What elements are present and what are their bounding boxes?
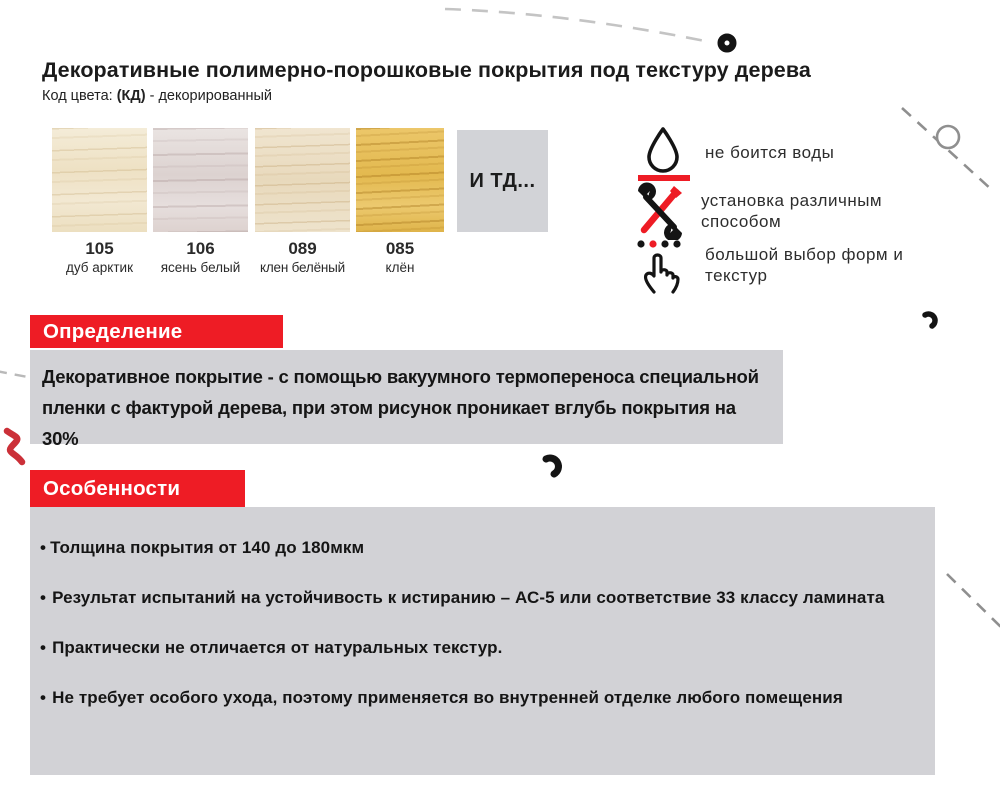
feature-text: Практически не отличается от натуральных текстур. bbox=[52, 638, 503, 657]
circle-topright bbox=[937, 126, 959, 148]
benefit-water bbox=[634, 124, 937, 182]
wood-texture-image-105 bbox=[52, 128, 147, 232]
feature-text: Результат испытаний на устойчивость к истиранию – АС-5 или соответствие 33 классу ламината bbox=[52, 588, 885, 607]
color-code-prefix: Код цвета: bbox=[42, 88, 117, 104]
wood-swatch-106 bbox=[153, 128, 248, 275]
wood-texture-image-089 bbox=[255, 128, 350, 232]
tools-icon bbox=[630, 182, 688, 240]
comma-mark-right bbox=[925, 314, 935, 326]
benefit-label: большой выбор форм и текстур bbox=[705, 244, 904, 285]
features-heading: Особенности bbox=[30, 470, 245, 507]
feature-text: Толщина покрытия от 140 до 180мкм bbox=[50, 538, 365, 557]
wood-swatch-089 bbox=[255, 128, 350, 275]
swatch-code: 106 bbox=[186, 239, 215, 258]
wood-swatch-085 bbox=[356, 128, 444, 275]
feature-item bbox=[40, 633, 921, 663]
swatch-name: дуб арктик bbox=[66, 260, 133, 275]
wood-swatch-105 bbox=[52, 128, 147, 275]
page-title: Декоративные полимерно-порошковые покрытия под текстуру дерева bbox=[42, 58, 811, 82]
etc-placeholder-box bbox=[457, 130, 548, 232]
swatch-name: клён bbox=[385, 260, 415, 275]
definition-body: Декоративное покрытие - с помощью вакуумного термопереноса специальной пленки с фактурой дерева, при этом рисунок проникает вглубь покрытия на 30% bbox=[30, 350, 783, 444]
bullet-dot: • bbox=[40, 688, 47, 707]
benefit-choice bbox=[634, 236, 937, 294]
swatch-name: клен белёный bbox=[260, 260, 345, 275]
dashed-line-right bbox=[947, 574, 1000, 632]
feature-text: Не требует особого ухода, поэтому применяется во внутренней отделке любого помещения bbox=[52, 688, 843, 707]
color-code-value: (КД) bbox=[116, 88, 146, 104]
feature-item bbox=[40, 583, 921, 613]
ring-dot-top bbox=[721, 37, 733, 49]
swatch-code: 089 bbox=[288, 239, 317, 258]
features-body bbox=[30, 507, 935, 775]
wood-texture-image-085 bbox=[356, 128, 444, 232]
benefit-label: не боится воды bbox=[705, 143, 835, 163]
color-code-note bbox=[42, 88, 272, 104]
swatch-name: ясень белый bbox=[160, 260, 241, 275]
bullet-dot: • bbox=[40, 638, 47, 657]
hand-tap-icon bbox=[634, 236, 692, 294]
bullet-dot: • bbox=[40, 538, 47, 557]
color-code-suffix: - декорированный bbox=[145, 88, 272, 104]
definition-heading: Определение bbox=[30, 315, 283, 348]
bullet-dot: • bbox=[40, 588, 47, 607]
water-drop-icon bbox=[634, 124, 692, 182]
benefit-label: установка различным способом bbox=[701, 190, 883, 231]
comma-mark-middle bbox=[546, 458, 558, 474]
feature-item bbox=[40, 533, 921, 563]
swatch-code: 085 bbox=[385, 239, 415, 258]
feature-item bbox=[40, 683, 921, 713]
wood-texture-image-106 bbox=[153, 128, 248, 232]
swatch-code: 105 bbox=[85, 239, 114, 258]
benefit-install bbox=[630, 182, 933, 240]
dashed-arc-top bbox=[445, 9, 705, 41]
red-squiggle-left bbox=[7, 431, 22, 462]
etc-label: И ТД... bbox=[469, 169, 536, 192]
